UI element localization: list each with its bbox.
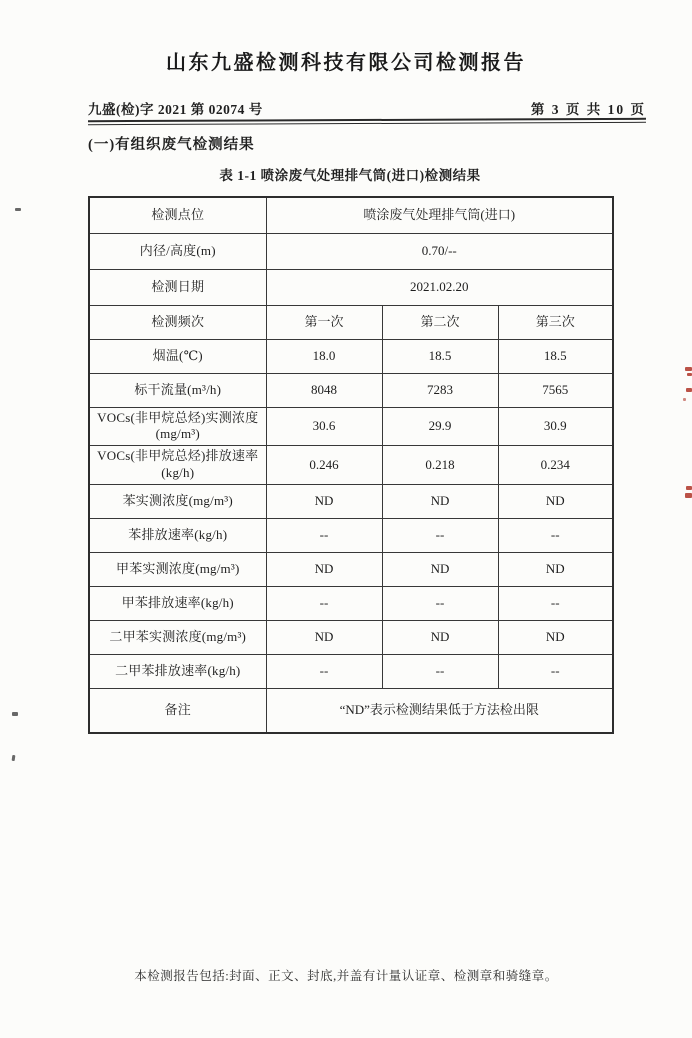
document-number: 九盛(检)字 2021 第 02074 号 xyxy=(88,102,263,117)
row-label-cell: 二甲苯排放速率(kg/h) xyxy=(89,655,266,689)
row-value-cell: -- xyxy=(382,587,498,621)
stamp-fragment-mark xyxy=(686,486,692,490)
row-value-cell: “ND”表示检测结果低于方法检出限 xyxy=(266,689,613,733)
table-row xyxy=(89,197,613,233)
stamp-fragment-mark xyxy=(685,493,692,498)
row-value-cell: -- xyxy=(266,587,382,621)
row-label-cell: 标干流量(m³/h) xyxy=(89,373,266,407)
row-value-cell: 7565 xyxy=(498,373,613,407)
row-value-cell: 第一次 xyxy=(266,305,382,339)
row-value-cell: ND xyxy=(266,485,382,519)
row-value-cell: ND xyxy=(498,485,613,519)
row-value-cell: -- xyxy=(266,519,382,553)
table-row xyxy=(89,269,613,305)
report-title: 山东九盛检测科技有限公司检测报告 xyxy=(166,52,526,74)
table-row xyxy=(89,553,613,587)
table-title: 表 1-1 喷涂废气处理排气筒(进口)检测结果 xyxy=(219,168,481,183)
row-label-cell: 二甲苯实测浓度(mg/m³) xyxy=(89,621,266,655)
row-value-cell: -- xyxy=(498,655,613,689)
row-value-cell: 8048 xyxy=(266,373,382,407)
row-value-cell: 30.6 xyxy=(266,407,382,446)
page-indicator: 第 3 页 共 10 页 xyxy=(530,102,646,117)
row-value-cell: -- xyxy=(382,519,498,553)
row-label-cell: 内径/高度(m) xyxy=(89,233,266,269)
stamp-fragment-mark xyxy=(686,388,692,392)
row-label-cell: VOCs(非甲烷总烃)实测浓度(mg/m³) xyxy=(89,407,266,446)
table-row xyxy=(89,519,613,553)
row-value-cell: ND xyxy=(498,621,613,655)
header-meta-row xyxy=(88,98,646,118)
table-row xyxy=(89,587,613,621)
row-label-cell: 烟温(℃) xyxy=(89,339,266,373)
row-label-cell: 检测频次 xyxy=(89,305,266,339)
scan-speck xyxy=(15,208,21,211)
row-value-cell: 0.234 xyxy=(498,446,613,485)
row-value-cell: 18.5 xyxy=(382,339,498,373)
table-row xyxy=(89,305,613,339)
row-value-cell: ND xyxy=(266,621,382,655)
row-label-cell: 甲苯排放速率(kg/h) xyxy=(89,587,266,621)
row-label-cell: 备注 xyxy=(89,689,266,733)
row-value-cell: ND xyxy=(266,553,382,587)
row-label-cell: VOCs(非甲烷总烃)排放速率(kg/h) xyxy=(89,446,266,485)
row-value-cell: 喷涂废气处理排气筒(进口) xyxy=(266,197,613,233)
table-row xyxy=(89,233,613,269)
row-value-cell: 18.0 xyxy=(266,339,382,373)
row-value-cell: ND xyxy=(382,553,498,587)
row-value-cell: 第二次 xyxy=(382,305,498,339)
row-value-cell: -- xyxy=(498,519,613,553)
table-row xyxy=(89,655,613,689)
section-heading: (一)有组织废气检测结果 xyxy=(88,137,255,153)
row-value-cell: 30.9 xyxy=(498,407,613,446)
row-label-cell: 甲苯实测浓度(mg/m³) xyxy=(89,553,266,587)
row-label-cell: 苯排放速率(kg/h) xyxy=(89,519,266,553)
scan-speck xyxy=(12,712,18,716)
stamp-fragment-mark xyxy=(685,367,692,371)
row-value-cell: -- xyxy=(498,587,613,621)
row-value-cell: 7283 xyxy=(382,373,498,407)
row-value-cell: 18.5 xyxy=(498,339,613,373)
row-value-cell: 0.246 xyxy=(266,446,382,485)
footer-note: 本检测报告包括:封面、正文、封底,并盖有计量认证章、检测章和骑缝章。 xyxy=(134,969,558,983)
row-value-cell: 0.218 xyxy=(382,446,498,485)
stamp-fragment-mark xyxy=(683,398,686,401)
row-value-cell: 第三次 xyxy=(498,305,613,339)
stamp-fragment-mark xyxy=(687,373,692,376)
table-row xyxy=(89,446,613,485)
row-value-cell: 0.70/-- xyxy=(266,233,613,269)
row-value-cell: ND xyxy=(382,485,498,519)
table-row xyxy=(89,373,613,407)
table-row xyxy=(89,621,613,655)
row-label-cell: 苯实测浓度(mg/m³) xyxy=(89,485,266,519)
results-table xyxy=(88,196,614,734)
row-label-cell: 检测点位 xyxy=(89,197,266,233)
table-row xyxy=(89,407,613,446)
row-value-cell: ND xyxy=(382,621,498,655)
scan-speck xyxy=(12,755,16,761)
table-row xyxy=(89,485,613,519)
row-label-cell: 检测日期 xyxy=(89,269,266,305)
table-row xyxy=(89,339,613,373)
row-value-cell: -- xyxy=(266,655,382,689)
row-value-cell: ND xyxy=(498,553,613,587)
table-row xyxy=(89,689,613,733)
header-divider-rule xyxy=(88,118,646,125)
row-value-cell: 29.9 xyxy=(382,407,498,446)
row-value-cell: 2021.02.20 xyxy=(266,269,613,305)
row-value-cell: -- xyxy=(382,655,498,689)
